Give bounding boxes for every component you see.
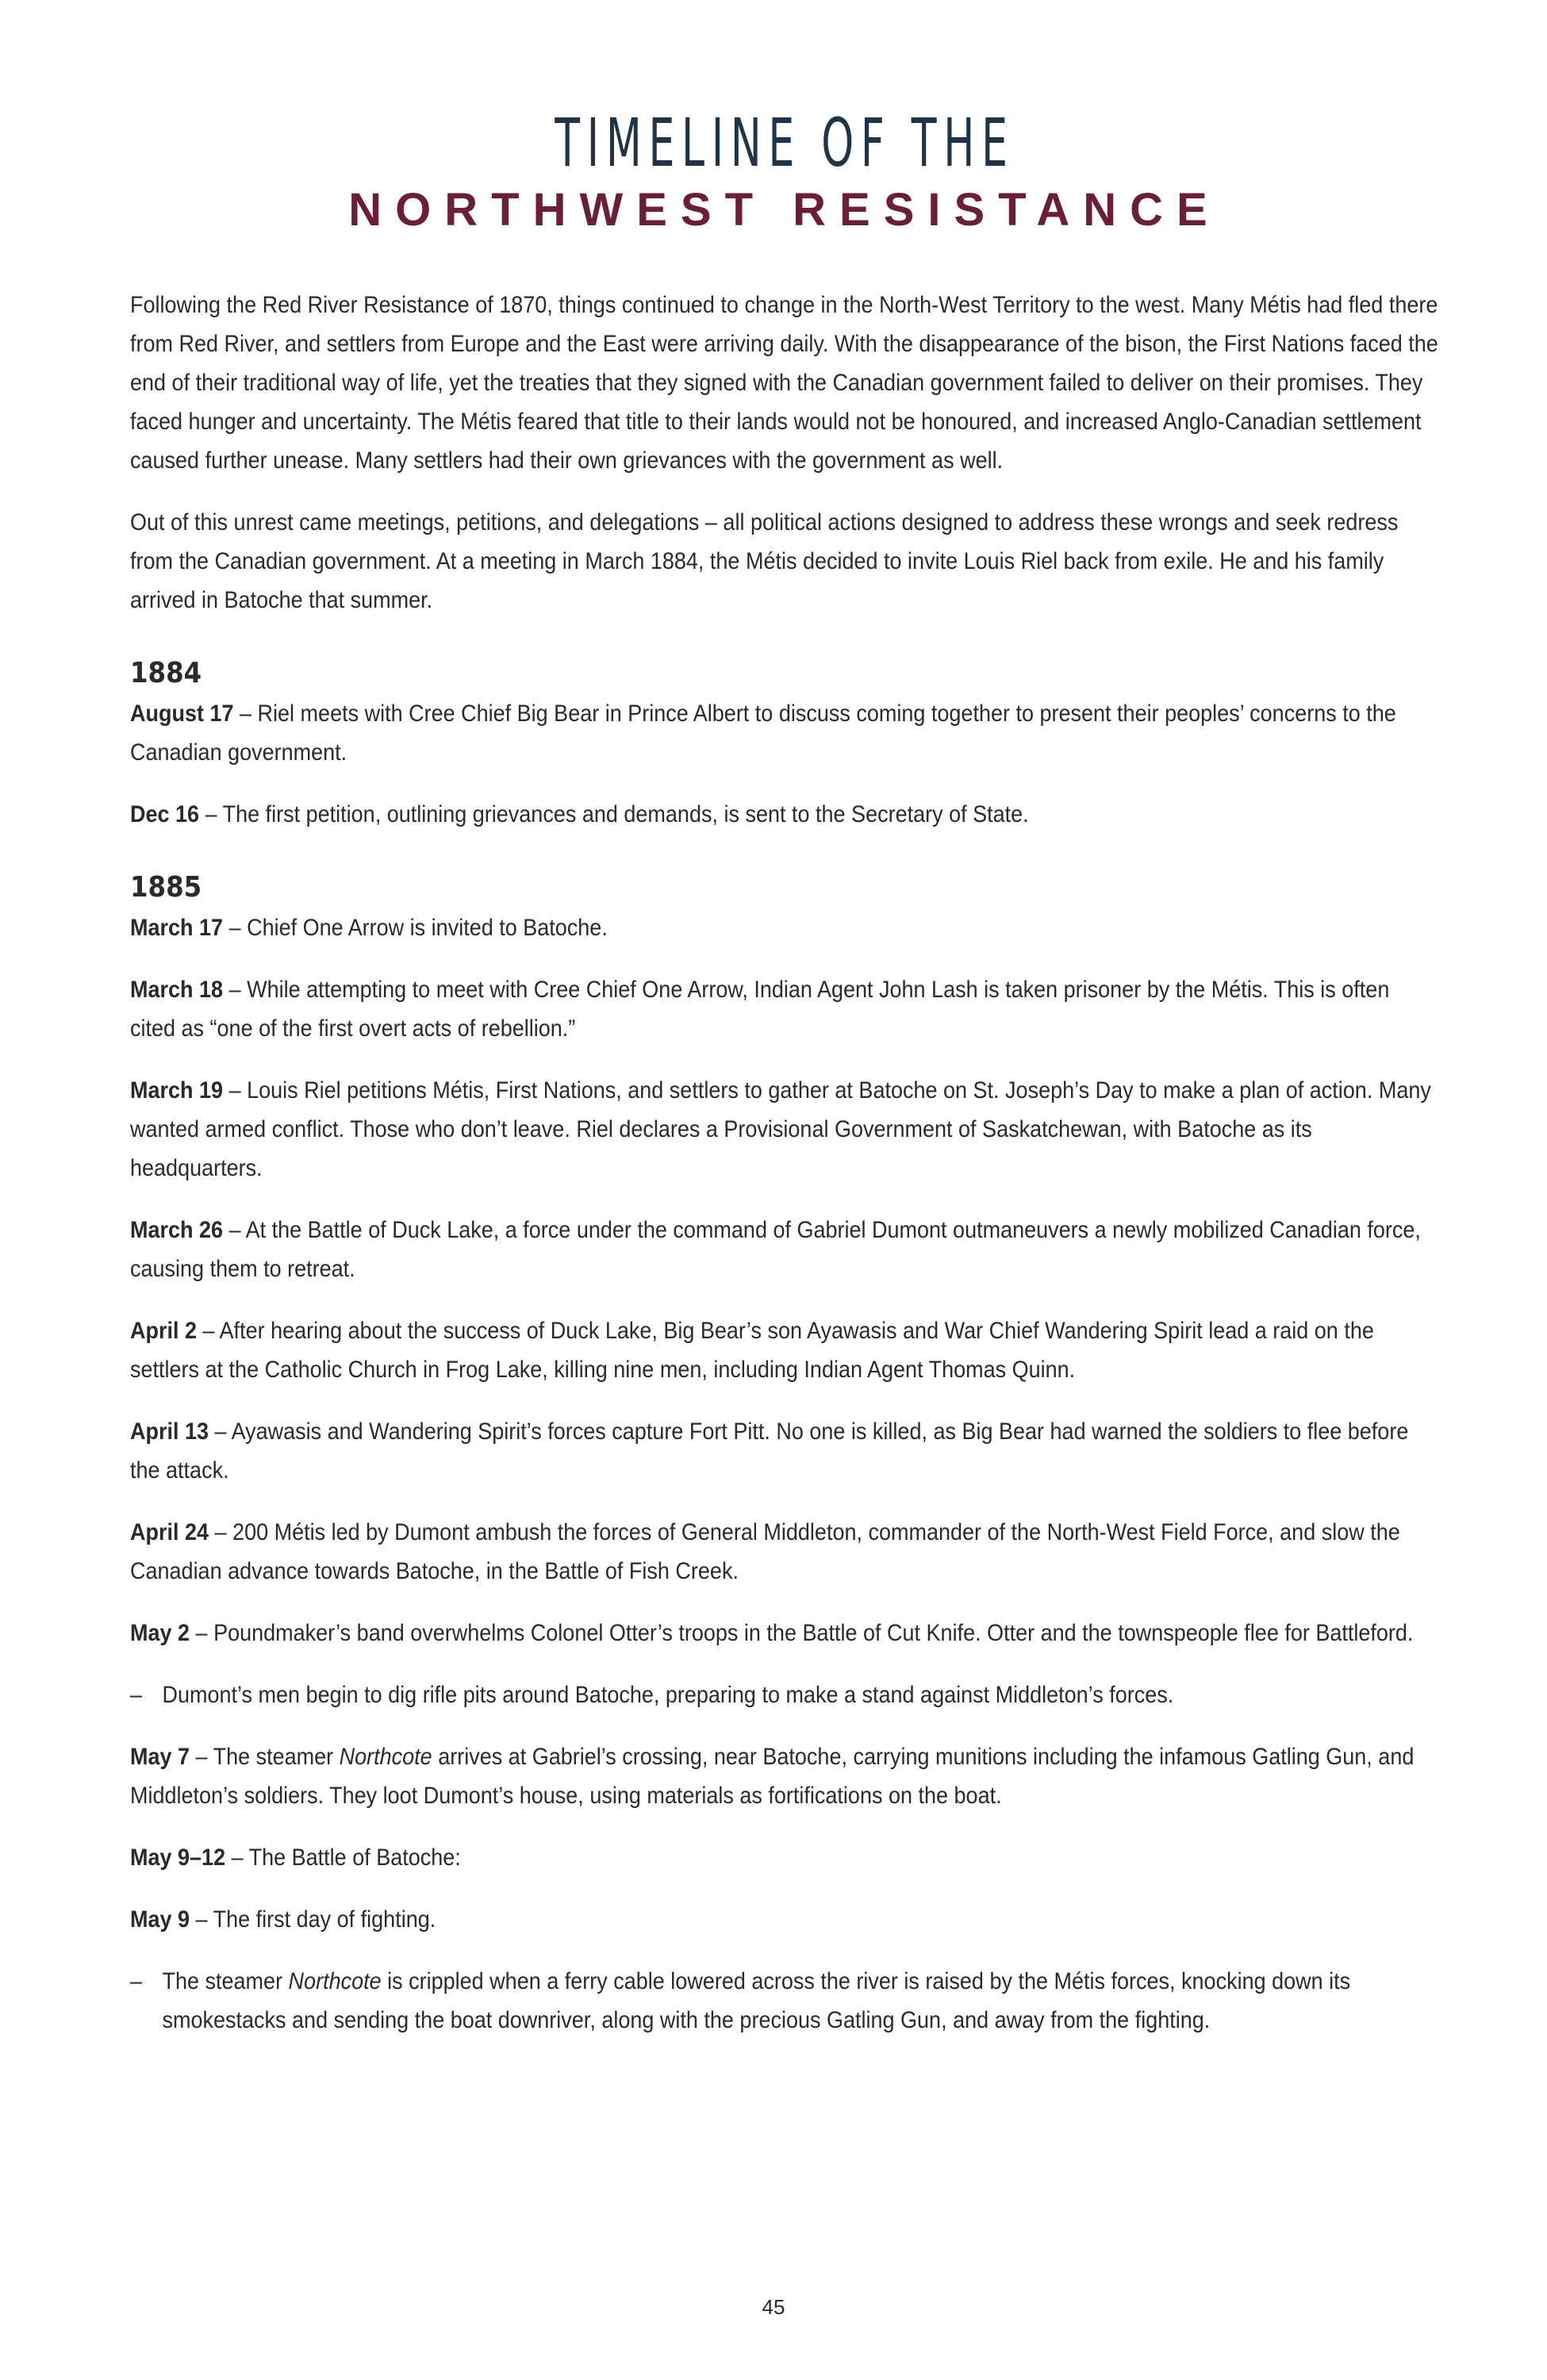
event-text: – At the Battle of Duck Lake, a force under the command of Gabriel Dumont outmaneuvers a newly mobilized Canadian force, causing them to retreat. <box>130 1217 1421 1282</box>
body-text <box>130 286 1439 2040</box>
event-date: Dec 16 <box>130 801 200 827</box>
ship-name: Northcote <box>288 1968 382 1994</box>
event-date: April 2 <box>130 1318 198 1344</box>
event-text: – Louis Riel petitions Métis, First Nations, and settlers to gather at Batoche on St. Joseph’s Day to make a plan of action. Many wanted armed conflict. Those who don’t leave. Riel declares a Provisional Government of Saskatchewan, with Batoche as its headquarters. <box>130 1077 1431 1181</box>
event-mar-18 <box>130 970 1439 1048</box>
event-date: March 17 <box>130 915 224 941</box>
sub-text: is crippled when a ferry cable lowered across the river is raised by the Métis forces, knocking down its smokestacks and sending the boat downriver, along with the precious Gatling Gun, and away from the fighting. <box>162 1968 1351 2033</box>
sub-text: Dumont’s men begin to dig rifle pits around Batoche, preparing to make a stand against Middleton’s forces. <box>162 1682 1174 1708</box>
page-number: 45 <box>762 2295 785 2319</box>
event-mar-19 <box>130 1071 1439 1188</box>
event-text: arrives at Gabriel’s crossing, near Batoche, carrying munitions including the infamous Gatling Gun, and Middleton’s soldiers. They loot Dumont’s house, using materials as fortifications on the boat. <box>130 1744 1415 1809</box>
event-mar-26 <box>130 1211 1439 1288</box>
event-date: May 9–12 <box>130 1844 226 1871</box>
event-date: May 7 <box>130 1744 190 1770</box>
event-may-7 <box>130 1737 1439 1815</box>
dash-bullet: – <box>130 1682 143 1708</box>
event-aug-17 <box>130 694 1439 772</box>
event-dec-16 <box>130 795 1439 834</box>
event-text: – The first day of fighting. <box>190 1906 436 1933</box>
event-text: – While attempting to meet with Cree Chief One Arrow, Indian Agent John Lash is taken prisoner by the Métis. This is often cited as “one of the first overt acts of rebellion.” <box>130 977 1390 1042</box>
event-text: – Poundmaker’s band overwhelms Colonel Otter’s troops in the Battle of Cut Knife. Otter and the townspeople flee for Battleford. <box>190 1620 1414 1646</box>
event-date: March 19 <box>130 1077 224 1104</box>
event-date: March 26 <box>130 1217 224 1243</box>
event-text: – The first petition, outlining grievances and demands, is sent to the Secretary of State. <box>199 801 1029 827</box>
event-date: August 17 <box>130 701 234 727</box>
event-text: – Ayawasis and Wandering Spirit’s forces capture Fort Pitt. No one is killed, as Big Bear had warned the soldiers to flee before the attack. <box>130 1418 1409 1484</box>
event-date: March 18 <box>130 977 224 1003</box>
event-may-9-12 <box>130 1838 1439 1877</box>
event-text: – 200 Métis led by Dumont ambush the forces of General Middleton, commander of the North-West Field Force, and slow the Canadian advance towards Batoche, in the Battle of Fish Creek. <box>130 1519 1400 1584</box>
event-text: – After hearing about the success of Duck Lake, Big Bear’s son Ayawasis and War Chief Wandering Spirit lead a raid on the settlers at the Catholic Church in Frog Lake, killing nine men, including Indian Agent Thomas Quinn. <box>130 1318 1374 1383</box>
year-heading-1884: 1884 <box>130 657 202 689</box>
title-line-2: NORTHWEST RESISTANCE <box>348 184 1221 236</box>
year-heading-1885: 1885 <box>130 871 202 904</box>
event-may-2 <box>130 1614 1439 1653</box>
event-may-9-sub <box>130 1962 1439 2040</box>
event-text: – Chief One Arrow is invited to Batoche. <box>223 915 608 941</box>
intro-paragraph-2: Out of this unrest came meetings, petitions, and delegations – all political actions designed to address these wrongs and seek redress from the Canadian government. At a meeting in March 1884, the Métis decided to invite Louis Riel back from exile. He and his family arrived in Batoche that summer. <box>130 509 1399 613</box>
event-date: April 13 <box>130 1418 209 1445</box>
dash-bullet: – <box>130 1968 143 1994</box>
ship-name: Northcote <box>339 1744 432 1770</box>
document-body <box>130 286 1439 2063</box>
event-apr-24 <box>130 1513 1439 1591</box>
event-may-9 <box>130 1900 1439 1939</box>
event-apr-2 <box>130 1311 1439 1389</box>
event-text: – The steamer <box>190 1744 340 1770</box>
sub-text: The steamer <box>162 1968 289 1994</box>
event-apr-13 <box>130 1412 1439 1490</box>
event-text: – Riel meets with Cree Chief Big Bear in Prince Albert to discuss coming together to present their peoples’ concerns to the Canadian government. <box>130 701 1396 766</box>
event-mar-17 <box>130 908 1439 947</box>
event-date: May 9 <box>130 1906 190 1933</box>
event-text: – The Battle of Batoche: <box>225 1844 461 1871</box>
event-date: April 24 <box>130 1519 209 1545</box>
event-date: May 2 <box>130 1620 190 1646</box>
event-may-2-sub <box>130 1676 1439 1714</box>
intro-paragraph-1: Following the Red River Resistance of 1870, things continued to change in the North-West Territory to the west. Many Métis had fled there from Red River, and settlers from Europe and the East were arriving daily. With the disappearance of the bison, the First Nations faced the end of their traditional way of life, yet the treaties that they signed with the Canadian government failed to deliver on their promises. They faced hunger and uncertainty. The Métis feared that title to their lands would not be honoured, and increased Anglo-Canadian settlement caused further unease. Many settlers had their own grievances with the government as well. <box>130 292 1438 474</box>
title-line-1: TIMELINE OF THE <box>555 104 1015 182</box>
